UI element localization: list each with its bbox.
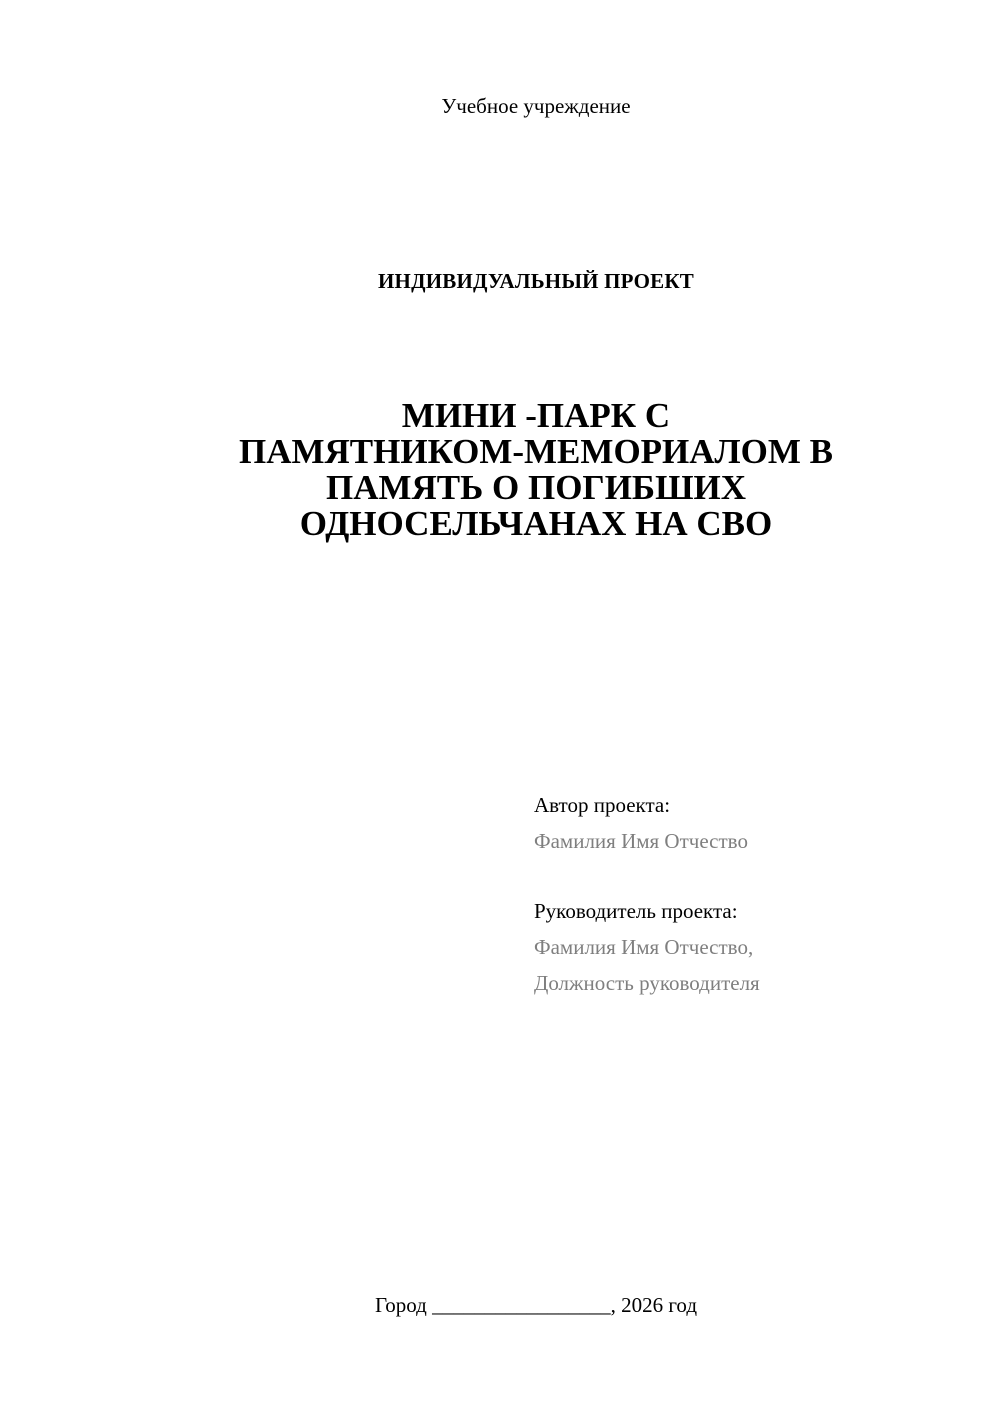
author-name: Фамилия Имя Отчество xyxy=(534,829,748,853)
project-title xyxy=(170,398,902,542)
project-title-line: ОДНОСЕЛЬЧАНАХ НА СВО xyxy=(299,504,773,543)
institution-name: Учебное учреждение xyxy=(441,94,631,118)
supervisor-block xyxy=(534,893,974,1001)
supervisor-name: Фамилия Имя Отчество, xyxy=(534,935,754,959)
project-title-line: МИНИ -ПАРК С xyxy=(401,396,671,435)
project-type-heading: ИНДИВИДУАЛЬНЫЙ ПРОЕКТ xyxy=(378,269,694,293)
supervisor-position: Должность руководителя xyxy=(534,971,760,995)
supervisor-label: Руководитель проекта: xyxy=(534,899,738,923)
city-year-footer: Город _________________, 2026 год xyxy=(374,1293,698,1317)
author-block xyxy=(534,787,974,859)
project-title-line: ПАМЯТНИКОМ-МЕМОРИАЛОМ В xyxy=(239,432,833,471)
project-title-line: ПАМЯТЬ О ПОГИБШИХ xyxy=(325,468,747,507)
author-label: Автор проекта: xyxy=(534,793,671,817)
